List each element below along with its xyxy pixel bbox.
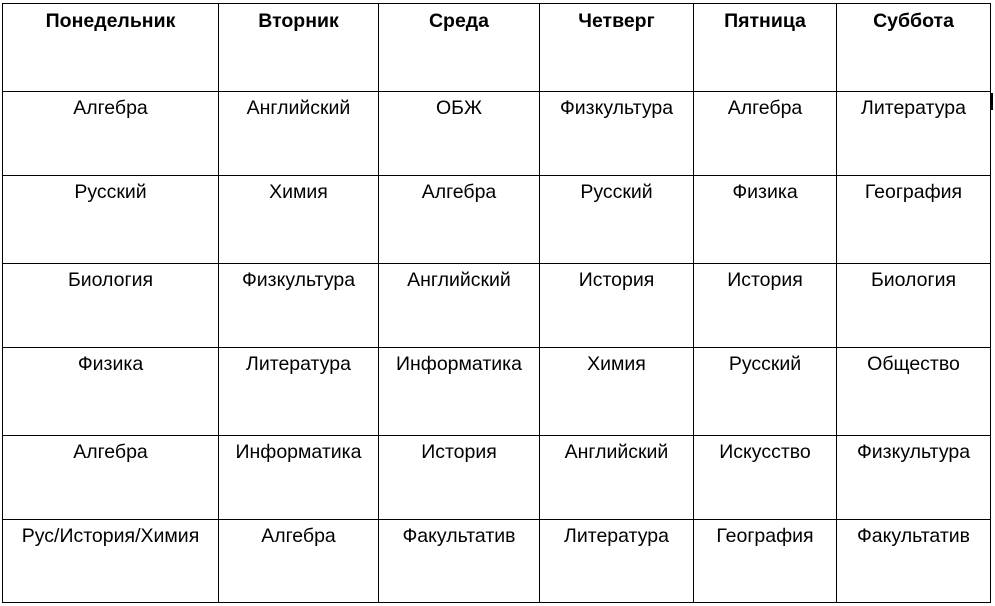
- table-cell: История: [379, 436, 540, 520]
- header-cell-friday: Пятница: [694, 4, 837, 92]
- table-cell: Факультатив: [379, 520, 540, 603]
- table-cell: Факультатив: [837, 520, 991, 603]
- table-cell: Английский: [219, 92, 379, 176]
- table-cell: Литература: [837, 92, 991, 176]
- table-row: [3, 264, 991, 348]
- table-cell: Русский: [694, 348, 837, 436]
- table-cell: География: [837, 176, 991, 264]
- table-cell: Русский: [3, 176, 219, 264]
- table-cell: История: [694, 264, 837, 348]
- header-cell-saturday: Суббота: [837, 4, 991, 92]
- table-cell: ОБЖ: [379, 92, 540, 176]
- table-cell: Физкультура: [540, 92, 694, 176]
- table-cell: Информатика: [219, 436, 379, 520]
- table-cell: Химия: [219, 176, 379, 264]
- table-cell: Алгебра: [219, 520, 379, 603]
- table-cell: Литература: [540, 520, 694, 603]
- header-cell-wednesday: Среда: [379, 4, 540, 92]
- table-cell: Физика: [3, 348, 219, 436]
- header-cell-monday: Понедельник: [3, 4, 219, 92]
- table-cell: География: [694, 520, 837, 603]
- header-cell-thursday: Четверг: [540, 4, 694, 92]
- table-cell: История: [540, 264, 694, 348]
- table-row: [3, 520, 991, 603]
- table-cell: Информатика: [379, 348, 540, 436]
- table-row: [3, 92, 991, 176]
- table-cell: Алгебра: [694, 92, 837, 176]
- table-row: [3, 348, 991, 436]
- table-cell: Искусство: [694, 436, 837, 520]
- table-cell: Физкультура: [837, 436, 991, 520]
- header-row: [3, 4, 991, 92]
- table-cell: Алгебра: [379, 176, 540, 264]
- table-cell: Общество: [837, 348, 991, 436]
- table-row: [3, 436, 991, 520]
- table-cell: Физика: [694, 176, 837, 264]
- table-cell: Физкультура: [219, 264, 379, 348]
- table-cell: Алгебра: [3, 92, 219, 176]
- table-cell: Химия: [540, 348, 694, 436]
- table-cell: Биология: [3, 264, 219, 348]
- text-cursor-mark: [991, 93, 993, 110]
- table-row: [3, 176, 991, 264]
- table-cell: Литература: [219, 348, 379, 436]
- table-cell: Английский: [540, 436, 694, 520]
- table-cell: Русский: [540, 176, 694, 264]
- header-cell-tuesday: Вторник: [219, 4, 379, 92]
- schedule-table: [2, 3, 991, 603]
- table-cell: Английский: [379, 264, 540, 348]
- table-cell: Биология: [837, 264, 991, 348]
- table-cell: Рус/История/Химия: [3, 520, 219, 603]
- table-cell: Алгебра: [3, 436, 219, 520]
